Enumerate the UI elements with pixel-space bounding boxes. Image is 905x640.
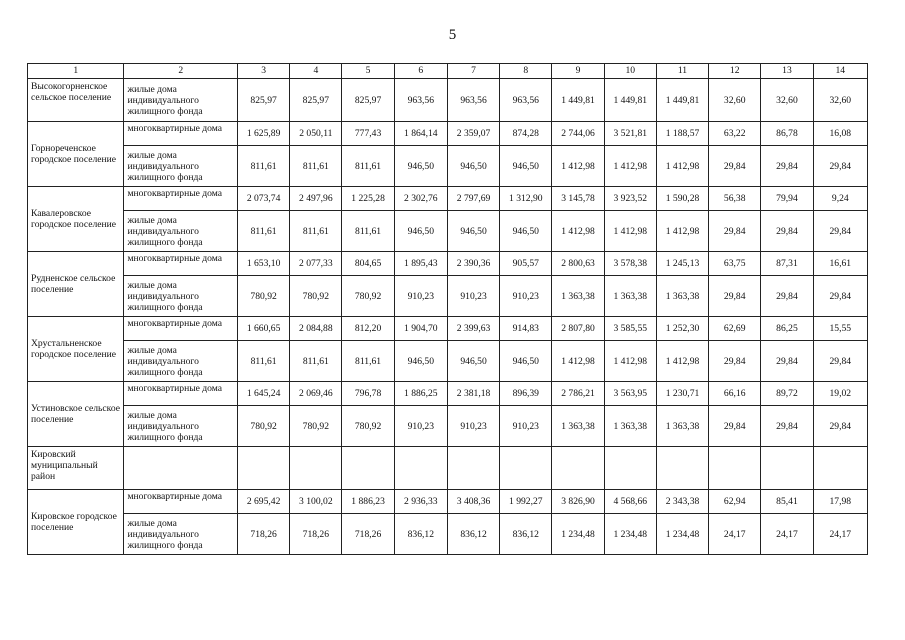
value-cell: 9,24 (813, 187, 867, 211)
settlement-name: Устиновское сельское поселение (28, 382, 124, 447)
value-cell: 963,56 (394, 79, 447, 122)
value-cell: 29,84 (709, 406, 761, 447)
value-cell: 29,84 (813, 146, 867, 187)
value-cell: 1 412,98 (604, 341, 656, 382)
value-cell: 1 904,70 (394, 317, 447, 341)
value-cell: 1 363,38 (604, 276, 656, 317)
value-cell: 2 073,74 (237, 187, 289, 211)
value-cell: 29,84 (709, 276, 761, 317)
table-row (28, 514, 868, 555)
value-cell: 796,78 (342, 382, 394, 406)
value-cell: 32,60 (761, 79, 813, 122)
value-cell: 2 936,33 (394, 490, 447, 514)
value-cell: 1 886,25 (394, 382, 447, 406)
value-cell: 811,61 (342, 341, 394, 382)
value-cell: 63,22 (709, 122, 761, 146)
value-cell: 910,23 (394, 276, 447, 317)
value-cell: 56,38 (709, 187, 761, 211)
table-row (28, 211, 868, 252)
value-cell: 825,97 (290, 79, 342, 122)
value-cell: 780,92 (342, 276, 394, 317)
value-cell: 63,75 (709, 252, 761, 276)
value-cell: 825,97 (342, 79, 394, 122)
empty-cell (656, 447, 708, 490)
value-cell: 86,78 (761, 122, 813, 146)
value-cell: 1 363,38 (552, 276, 604, 317)
table-row (28, 317, 868, 341)
value-cell: 1 188,57 (656, 122, 708, 146)
value-cell: 1 312,90 (500, 187, 552, 211)
table-row (28, 490, 868, 514)
housing-type: многоквартирные дома (124, 252, 238, 276)
value-cell: 2 050,11 (290, 122, 342, 146)
value-cell: 1 645,24 (237, 382, 289, 406)
value-cell: 3 100,02 (290, 490, 342, 514)
value-cell: 2 343,38 (656, 490, 708, 514)
district-name: Кировский муниципальный район (28, 447, 124, 490)
value-cell: 811,61 (237, 146, 289, 187)
value-cell: 910,23 (500, 406, 552, 447)
empty-cell (552, 447, 604, 490)
value-cell: 2 807,80 (552, 317, 604, 341)
column-number: 6 (394, 64, 447, 79)
value-cell: 2 695,42 (237, 490, 289, 514)
value-cell: 29,84 (761, 211, 813, 252)
value-cell: 29,84 (813, 211, 867, 252)
value-cell: 946,50 (447, 341, 499, 382)
table-row (28, 122, 868, 146)
column-number: 2 (124, 64, 238, 79)
column-number-row (28, 64, 868, 79)
table-row (28, 406, 868, 447)
table-body (28, 79, 868, 555)
value-cell: 836,12 (447, 514, 499, 555)
empty-cell (290, 447, 342, 490)
value-cell: 29,84 (709, 341, 761, 382)
value-cell: 946,50 (447, 211, 499, 252)
empty-cell (124, 447, 238, 490)
value-cell: 4 568,66 (604, 490, 656, 514)
column-number: 14 (813, 64, 867, 79)
value-cell: 1 895,43 (394, 252, 447, 276)
value-cell: 79,94 (761, 187, 813, 211)
column-number: 13 (761, 64, 813, 79)
value-cell: 2 077,33 (290, 252, 342, 276)
value-cell: 1 412,98 (656, 146, 708, 187)
value-cell: 2 381,18 (447, 382, 499, 406)
value-cell: 1 245,13 (656, 252, 708, 276)
value-cell: 804,65 (342, 252, 394, 276)
value-cell: 29,84 (813, 341, 867, 382)
value-cell: 910,23 (394, 406, 447, 447)
value-cell: 3 826,90 (552, 490, 604, 514)
value-cell: 1 252,30 (656, 317, 708, 341)
value-cell: 16,61 (813, 252, 867, 276)
value-cell: 32,60 (709, 79, 761, 122)
housing-type: жилые дома индивидуального жилищного фонда (124, 514, 238, 555)
empty-cell (237, 447, 289, 490)
housing-type: многоквартирные дома (124, 382, 238, 406)
column-number: 10 (604, 64, 656, 79)
value-cell: 2 069,46 (290, 382, 342, 406)
settlement-name: Кавалеровское городское поселение (28, 187, 124, 252)
settlement-name: Рудненское сельское поселение (28, 252, 124, 317)
value-cell: 963,56 (447, 79, 499, 122)
value-cell: 62,94 (709, 490, 761, 514)
housing-type: жилые дома индивидуального жилищного фонда (124, 211, 238, 252)
value-cell: 780,92 (237, 406, 289, 447)
value-cell: 874,28 (500, 122, 552, 146)
value-cell: 811,61 (237, 211, 289, 252)
value-cell: 1 412,98 (656, 341, 708, 382)
table-row (28, 187, 868, 211)
housing-type: многоквартирные дома (124, 490, 238, 514)
value-cell: 29,84 (709, 146, 761, 187)
value-cell: 777,43 (342, 122, 394, 146)
value-cell: 2 497,96 (290, 187, 342, 211)
value-cell: 29,84 (761, 146, 813, 187)
value-cell: 1 412,98 (552, 211, 604, 252)
value-cell: 85,41 (761, 490, 813, 514)
value-cell: 1 653,10 (237, 252, 289, 276)
value-cell: 905,57 (500, 252, 552, 276)
value-cell: 963,56 (500, 79, 552, 122)
value-cell: 2 800,63 (552, 252, 604, 276)
value-cell: 812,20 (342, 317, 394, 341)
housing-type: жилые дома индивидуального жилищного фонда (124, 276, 238, 317)
column-number: 8 (500, 64, 552, 79)
empty-cell (394, 447, 447, 490)
column-number: 9 (552, 64, 604, 79)
settlement-name: Хрустальненское городское поселение (28, 317, 124, 382)
value-cell: 946,50 (394, 211, 447, 252)
value-cell: 718,26 (237, 514, 289, 555)
empty-cell (761, 447, 813, 490)
value-cell: 1 234,48 (604, 514, 656, 555)
value-cell: 32,60 (813, 79, 867, 122)
settlement-name: Кировское городское поселение (28, 490, 124, 555)
column-number: 5 (342, 64, 394, 79)
value-cell: 29,84 (761, 276, 813, 317)
value-cell: 1 625,89 (237, 122, 289, 146)
value-cell: 1 230,71 (656, 382, 708, 406)
value-cell: 1 363,38 (604, 406, 656, 447)
column-number: 11 (656, 64, 708, 79)
value-cell: 1 363,38 (552, 406, 604, 447)
table-row (28, 276, 868, 317)
value-cell: 825,97 (237, 79, 289, 122)
value-cell: 24,17 (813, 514, 867, 555)
value-cell: 3 145,78 (552, 187, 604, 211)
empty-cell (813, 447, 867, 490)
value-cell: 1 234,48 (552, 514, 604, 555)
value-cell: 89,72 (761, 382, 813, 406)
value-cell: 1 660,65 (237, 317, 289, 341)
value-cell: 3 585,55 (604, 317, 656, 341)
value-cell: 29,84 (813, 276, 867, 317)
value-cell: 17,98 (813, 490, 867, 514)
table-row (28, 146, 868, 187)
value-cell: 946,50 (394, 146, 447, 187)
value-cell: 946,50 (447, 146, 499, 187)
value-cell: 87,31 (761, 252, 813, 276)
value-cell: 718,26 (342, 514, 394, 555)
value-cell: 3 923,52 (604, 187, 656, 211)
value-cell: 3 408,36 (447, 490, 499, 514)
value-cell: 811,61 (342, 146, 394, 187)
empty-cell (709, 447, 761, 490)
value-cell: 2 797,69 (447, 187, 499, 211)
value-cell: 2 399,63 (447, 317, 499, 341)
value-cell: 910,23 (447, 406, 499, 447)
value-cell: 1 363,38 (656, 406, 708, 447)
value-cell: 946,50 (500, 211, 552, 252)
value-cell: 836,12 (394, 514, 447, 555)
value-cell: 2 084,88 (290, 317, 342, 341)
settlement-name: Горнореченское городское поселение (28, 122, 124, 187)
tariff-table (27, 63, 868, 555)
value-cell: 86,25 (761, 317, 813, 341)
value-cell: 946,50 (394, 341, 447, 382)
value-cell: 946,50 (500, 146, 552, 187)
value-cell: 718,26 (290, 514, 342, 555)
value-cell: 1 449,81 (604, 79, 656, 122)
value-cell: 3 578,38 (604, 252, 656, 276)
value-cell: 24,17 (709, 514, 761, 555)
value-cell: 1 225,28 (342, 187, 394, 211)
value-cell: 1 234,48 (656, 514, 708, 555)
value-cell: 1 412,98 (604, 146, 656, 187)
value-cell: 3 563,95 (604, 382, 656, 406)
value-cell: 1 412,98 (552, 146, 604, 187)
value-cell: 2 302,76 (394, 187, 447, 211)
value-cell: 780,92 (237, 276, 289, 317)
value-cell: 1 412,98 (552, 341, 604, 382)
value-cell: 29,84 (761, 406, 813, 447)
column-number: 7 (447, 64, 499, 79)
value-cell: 1 363,38 (656, 276, 708, 317)
value-cell: 811,61 (290, 341, 342, 382)
value-cell: 24,17 (761, 514, 813, 555)
value-cell: 811,61 (342, 211, 394, 252)
value-cell: 780,92 (290, 406, 342, 447)
column-number: 3 (237, 64, 289, 79)
value-cell: 836,12 (500, 514, 552, 555)
empty-cell (342, 447, 394, 490)
value-cell: 66,16 (709, 382, 761, 406)
value-cell: 29,84 (761, 341, 813, 382)
empty-cell (447, 447, 499, 490)
value-cell: 2 786,21 (552, 382, 604, 406)
value-cell: 29,84 (709, 211, 761, 252)
value-cell: 3 521,81 (604, 122, 656, 146)
housing-type: многоквартирные дома (124, 122, 238, 146)
empty-cell (500, 447, 552, 490)
value-cell: 2 744,06 (552, 122, 604, 146)
value-cell: 1 412,98 (604, 211, 656, 252)
value-cell: 1 412,98 (656, 211, 708, 252)
column-number: 12 (709, 64, 761, 79)
housing-type: многоквартирные дома (124, 187, 238, 211)
district-heading-row (28, 447, 868, 490)
value-cell: 811,61 (237, 341, 289, 382)
value-cell: 1 886,23 (342, 490, 394, 514)
value-cell: 1 864,14 (394, 122, 447, 146)
table-row (28, 382, 868, 406)
value-cell: 16,08 (813, 122, 867, 146)
table-row (28, 79, 868, 122)
value-cell: 1 590,28 (656, 187, 708, 211)
value-cell: 914,83 (500, 317, 552, 341)
value-cell: 780,92 (342, 406, 394, 447)
housing-type: жилые дома индивидуального жилищного фонда (124, 79, 238, 122)
housing-type: жилые дома индивидуального жилищного фонда (124, 341, 238, 382)
value-cell: 896,39 (500, 382, 552, 406)
housing-type: многоквартирные дома (124, 317, 238, 341)
value-cell: 811,61 (290, 211, 342, 252)
empty-cell (604, 447, 656, 490)
housing-type: жилые дома индивидуального жилищного фонда (124, 146, 238, 187)
page-number: 5 (448, 27, 457, 43)
value-cell: 780,92 (290, 276, 342, 317)
table-row (28, 252, 868, 276)
value-cell: 811,61 (290, 146, 342, 187)
value-cell: 15,55 (813, 317, 867, 341)
value-cell: 2 390,36 (447, 252, 499, 276)
value-cell: 910,23 (447, 276, 499, 317)
value-cell: 2 359,07 (447, 122, 499, 146)
value-cell: 29,84 (813, 406, 867, 447)
value-cell: 62,69 (709, 317, 761, 341)
value-cell: 1 449,81 (552, 79, 604, 122)
column-number: 1 (28, 64, 124, 79)
column-number: 4 (290, 64, 342, 79)
housing-type: жилые дома индивидуального жилищного фонда (124, 406, 238, 447)
value-cell: 19,02 (813, 382, 867, 406)
value-cell: 910,23 (500, 276, 552, 317)
value-cell: 1 449,81 (656, 79, 708, 122)
value-cell: 946,50 (500, 341, 552, 382)
settlement-name: Высокогорненское сельское поселение (28, 79, 124, 122)
table-row (28, 341, 868, 382)
value-cell: 1 992,27 (500, 490, 552, 514)
